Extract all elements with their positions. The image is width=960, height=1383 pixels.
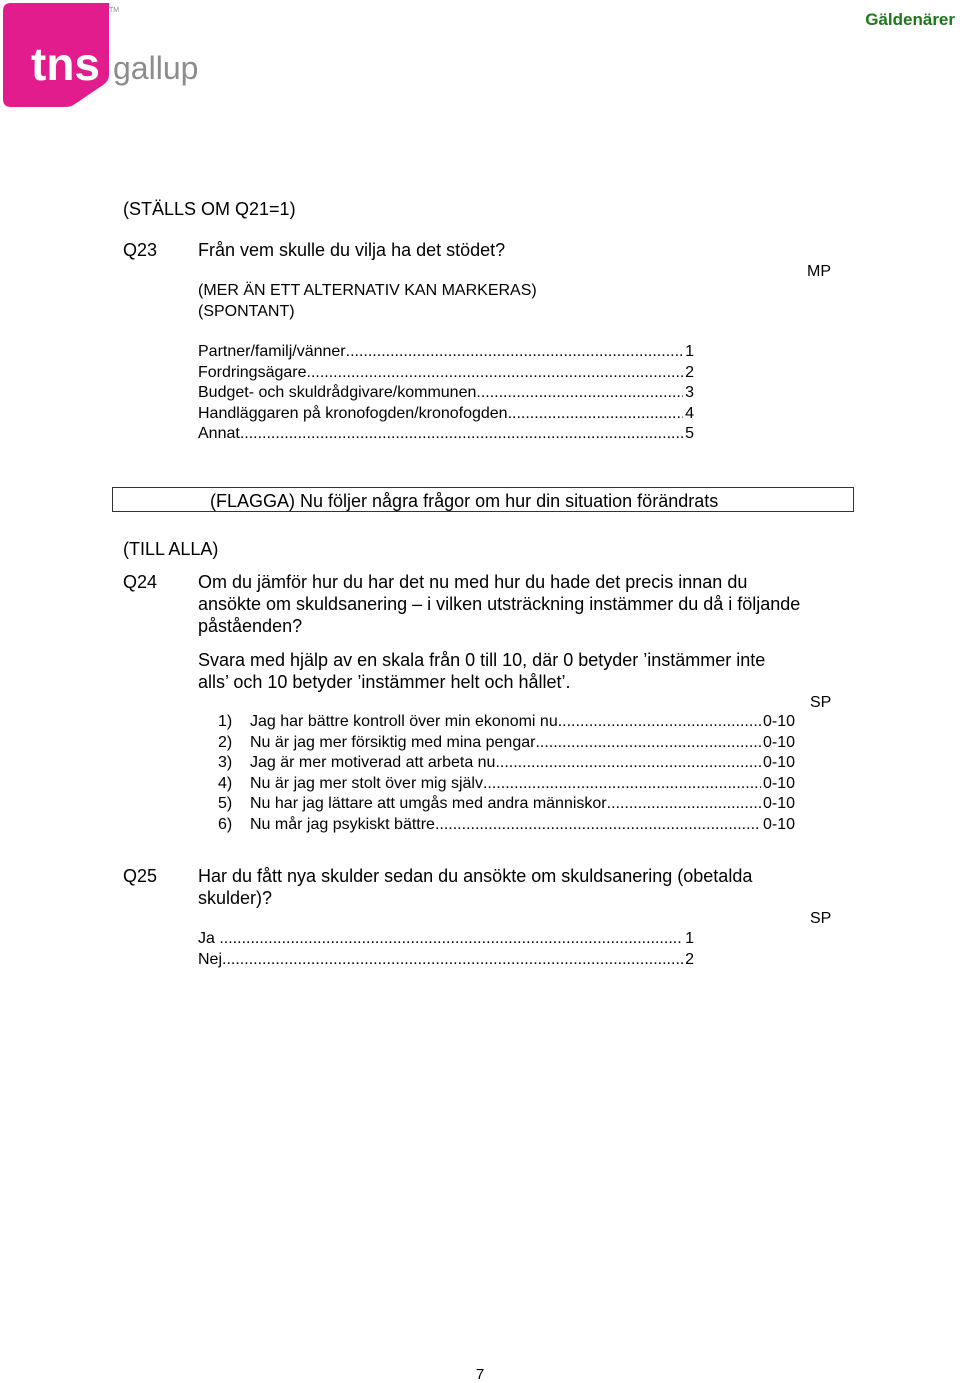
q24-question (198, 571, 878, 637)
statement-number: 4) (218, 774, 233, 792)
q23-option[interactable] (198, 424, 694, 445)
q24-scale-line: Svara med hjälp av en skala från 0 till 10, där 0 betyder ’instämmer inte (198, 650, 766, 670)
q25-type-badge: SP (810, 910, 832, 927)
statement-code: 0-10 (762, 754, 795, 771)
q24-scale-line: alls’ och 10 betyder ’instämmer helt och hållet’. (198, 672, 571, 692)
option-code: 1 (685, 930, 694, 947)
q24-statements-list (218, 712, 795, 835)
statement-code: 0-10 (762, 713, 795, 730)
q23-instruction-spontaneous: (SPONTANT) (198, 303, 295, 320)
flag-box (112, 487, 854, 512)
statement-label: Jag är mer motiverad att arbeta nu (250, 754, 496, 771)
statement-number: 6) (218, 815, 233, 833)
statement-label: Nu är jag mer stolt över mig själv (250, 774, 483, 792)
statement-code: 0-10 (762, 815, 795, 833)
statement-label: Nu är jag mer försiktig med mina pengar (250, 733, 536, 751)
q25-option[interactable] (198, 929, 694, 950)
statement-code: 0-10 (762, 733, 795, 751)
q24-question-line: Om du jämför hur du har det nu med hur du hade det precis innan du (198, 572, 748, 592)
q23-options-list (198, 342, 694, 445)
page-number: 7 (475, 1366, 485, 1383)
q24-condition: (TILL ALLA) (123, 539, 219, 559)
q24-statement[interactable] (218, 712, 795, 733)
option-label: Budget- och skuldrådgivare/kommunen (198, 384, 477, 401)
q23-condition: (STÄLLS OM Q21=1) (123, 199, 296, 219)
document-title: Gäldenärer (865, 10, 955, 29)
q25-option[interactable] (198, 950, 694, 971)
tns-gallup-logo (3, 3, 203, 107)
statement-number: 5) (218, 795, 233, 812)
option-label: Nej (198, 950, 223, 968)
q25-question (198, 865, 878, 909)
q24-statement[interactable] (218, 753, 795, 774)
option-code: 2 (685, 950, 694, 968)
q24-statement[interactable] (218, 794, 795, 815)
flag-box-text: (FLAGGA) Nu följer några frågor om hur din situation förändrats (210, 491, 719, 511)
q23-option[interactable] (198, 342, 694, 363)
option-code: 5 (685, 425, 694, 442)
option-label: Fordringsägare (198, 363, 307, 381)
q24-scale-instruction (198, 649, 878, 693)
option-code: 1 (685, 343, 694, 360)
q23-number: Q23 (123, 240, 158, 260)
statement-label: Nu mår jag psykiskt bättre (250, 815, 435, 833)
q23-type-badge: MP (807, 263, 831, 280)
q24-statement[interactable] (218, 733, 795, 754)
option-label: Annat (198, 425, 240, 442)
q24-question-line: ansökte om skuldsanering – i vilken utsträckning instämmer du då i följande (198, 594, 801, 614)
statement-code: 0-10 (762, 774, 795, 792)
q23-option[interactable] (198, 383, 694, 404)
q24-type-badge: SP (810, 694, 832, 711)
q23-question: Från vem skulle du vilja ha det stödet? (198, 240, 506, 260)
statement-number: 2) (218, 733, 233, 751)
logo-tm: TM (109, 7, 120, 14)
option-label: Partner/familj/vänner (198, 343, 346, 360)
q25-options-list (198, 929, 694, 970)
statement-number: 3) (218, 754, 233, 771)
option-code: 3 (685, 384, 694, 401)
statement-number: 1) (218, 713, 233, 730)
statement-label: Jag har bättre kontroll över min ekonomi nu (250, 713, 558, 730)
q24-question-line: påståenden? (198, 616, 303, 636)
statement-label: Nu har jag lättare att umgås med andra människor (250, 795, 607, 812)
logo-gallup-text: gallup (113, 50, 199, 86)
q24-number: Q24 (123, 572, 158, 592)
option-code: 2 (685, 363, 694, 381)
q24-statement[interactable] (218, 774, 795, 795)
q25-number: Q25 (123, 866, 158, 886)
tns-gallup-logo-graphic (3, 3, 203, 107)
option-label: Handläggaren på kronofogden/kronofogden (198, 404, 508, 422)
q23-instruction-multiple: (MER ÄN ETT ALTERNATIV KAN MARKERAS) (198, 282, 537, 299)
q23-option[interactable] (198, 404, 694, 425)
statement-code: 0-10 (762, 795, 795, 812)
q25-question-line: Har du fått nya skulder sedan du ansökte om skuldsanering (obetalda (198, 866, 753, 886)
q23-option[interactable] (198, 363, 694, 384)
option-code: 4 (685, 404, 694, 422)
q25-question-line: skulder)? (198, 888, 273, 908)
option-label: Ja (198, 930, 220, 947)
logo-tns-text: tns (31, 38, 100, 90)
q24-statement[interactable] (218, 815, 795, 836)
